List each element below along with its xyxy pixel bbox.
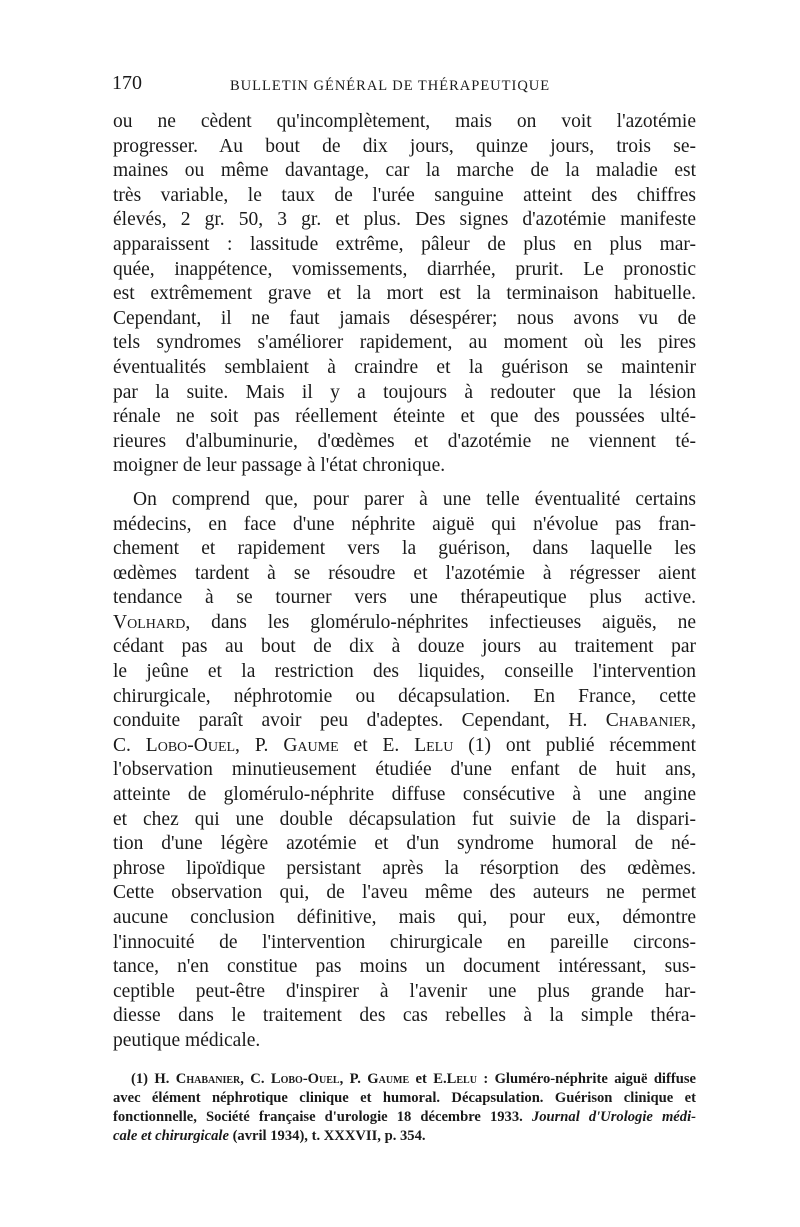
text-line: œdèmes tardent à se résoudre et l'azotémie à régresser aient [113,562,696,584]
text-line: moigner de leur passage à l'état chronique. [113,455,446,477]
text-line: rieures d'albuminurie, d'œdèmes et d'azotémie ne viennent té- [113,430,696,452]
text-line: chement et rapidement vers la guérison, dans laquelle les [113,538,696,560]
author-name: Lelu [414,734,454,756]
text-line: tendance à se tourner vers une thérapeutique plus active. [113,587,696,609]
text-line: cédant pas au bout de dix à douze jours au traitement par [113,636,696,658]
text-line: ou ne cèdent qu'incomplètement, mais on voit l'azotémie [113,111,696,132]
running-title: BULLETIN GÉNÉRAL DE THÉRAPEUTIQUE [230,78,551,94]
page-header [112,72,698,102]
paragraph-2 [113,488,696,1054]
text-line: atteinte de glomérulo-néphrite diffuse consécutive à une angine [113,784,696,806]
text-line: élevés, 2 gr. 50, 3 gr. et plus. Des signes d'azotémie manifeste [113,209,696,231]
text-line: l'observation minutieusement étudiée d'une enfant de huit ans, [113,759,696,781]
text-line: ceptible peut-être d'inspirer à l'avenir une plus grande har- [113,980,696,1002]
footnote [113,1070,696,1146]
text-line: le jeûne et la restriction des liquides, conseille l'intervention [113,661,696,683]
author-name: Gaume [367,1071,410,1087]
text-line: par la suite. Mais il y a toujours à redouter que la lésion [113,381,696,403]
text-line: diesse dans le traitement des cas rebelles à la simple théra- [113,1005,696,1027]
text-line: et chez qui une double décapsulation fut suivie de la dispari- [113,808,696,830]
body-text [113,110,696,1054]
text-line: est extrêmement grave et la mort est la terminaison habituelle. [113,283,696,305]
text-line: quée, inappétence, vomissements, diarrhée, prurit. Le pronostic [113,258,696,280]
text-line: maines ou même davantage, car la marche de la maladie est [113,160,696,182]
text-line: Volhard, dans les glomérulo-néphrites infectieuses aiguës, ne [113,611,696,633]
text-line: conduite paraît avoir peu d'adeptes. Cependant, H. Chabanier, [113,710,696,732]
text-line: éventualités semblaient à craindre et la guérison se maintenir [113,356,696,378]
journal-title: cale et chirurgicale [113,1128,229,1144]
author-name: Gaume [283,734,339,756]
text-line: peutique médicale. [113,1029,261,1051]
paragraph-1 [113,110,696,479]
text-line: tels syndromes s'améliorer rapidement, au moment où les pires [113,332,696,354]
text-line: On comprend que, pour parer à une telle éventualité certains [133,488,696,510]
author-name: Chabanier, [175,1071,244,1087]
footnote-line: fonctionnelle, Société française d'urologie 18 décembre 1933. Journal d'Urologie médi- [113,1109,696,1125]
footnote-line: cale et chirurgicale (avril 1934), t. XXXVII, p. 354. [113,1128,426,1144]
text-line: Cette observation qui, de l'aveu même des auteurs ne permet [113,882,696,904]
footnote-line: (1) H. Chabanier, C. Lobo-Ouel, P. Gaume et E.Lelu : Gluméro-néphrite aiguë diffuse [131,1071,696,1087]
text-line: apparaissent : lassitude extrême, pâleur de plus en plus mar- [113,233,696,255]
text-line: très variable, le taux de l'urée sanguine atteint des chiffres [113,184,696,206]
text-line: médecins, en face d'une néphrite aiguë qui n'évolue pas fran- [113,513,696,535]
text-line: progresser. Au bout de dix jours, quinze jours, trois se- [113,135,696,157]
author-name: Lobo-Ouel, [145,734,240,756]
author-name: Chabanier, [605,710,696,732]
author-name: Lelu [446,1071,477,1087]
page-number: 170 [112,72,142,94]
text-line: aucune conclusion définitive, mais qui, pour eux, démontre [113,907,696,928]
author-name: Volhard, [113,611,191,633]
journal-title: Journal d'Urologie médi- [531,1109,696,1125]
footnote-line: avec élément néphrotique clinique et humoral. Décapsulation. Guérison clinique et [113,1090,696,1106]
text-line: C. Lobo-Ouel, P. Gaume et E. Lelu (1) ont publié récemment [113,734,697,756]
text-line: rénale ne soit pas réellement éteinte et que des poussées ulté- [113,406,696,428]
author-name: Lobo-Ouel, [270,1071,344,1087]
text-line: phrose lipoïdique persistant après la résorption des œdèmes. [113,857,696,879]
text-line: l'innocuité de l'intervention chirurgicale en pareille circons- [113,931,696,953]
text-line: tion d'une légère azotémie et d'un syndrome humoral de né- [113,833,696,855]
text-line: tance, n'en constitue pas moins un document intéressant, sus- [113,956,696,978]
text-line: chirurgicale, néphrotomie ou décapsulation. En France, cette [113,685,696,707]
text-line: Cependant, il ne faut jamais désespérer; nous avons vu de [113,307,696,329]
